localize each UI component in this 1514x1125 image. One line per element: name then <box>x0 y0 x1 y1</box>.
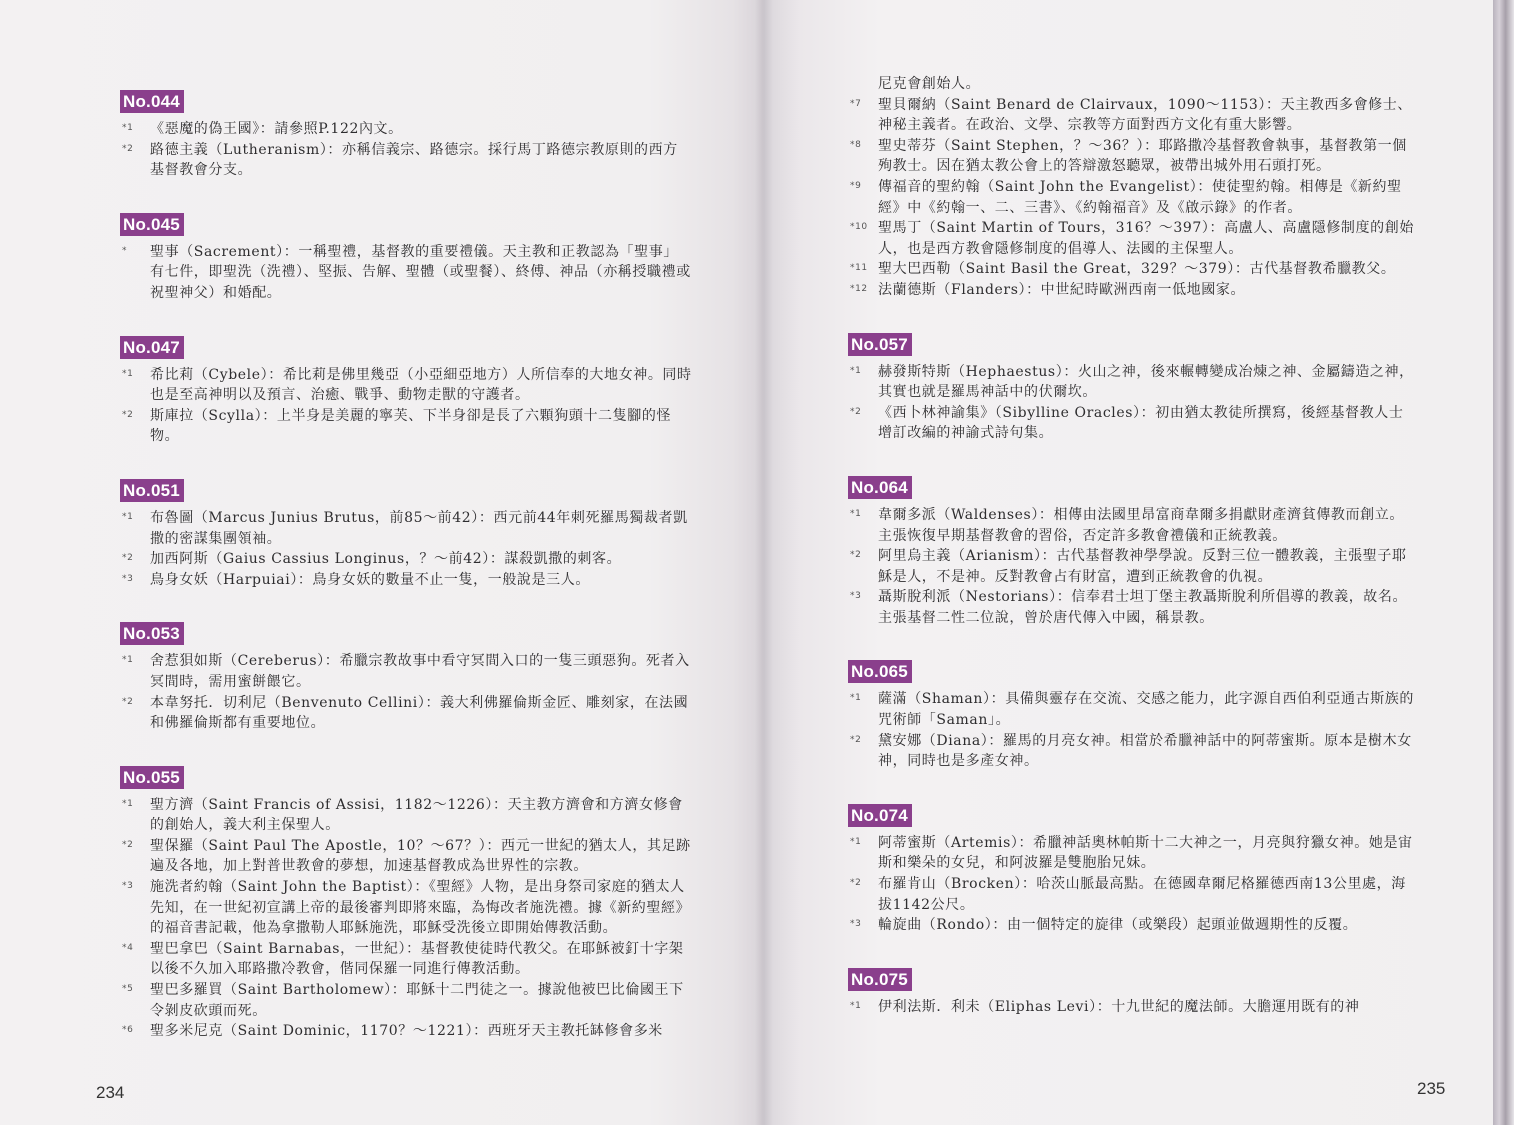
note-text: 尼克會創始人。 <box>878 76 981 92</box>
note-text: 黛安娜（Diana）：羅馬的月亮女神。相當於希臘神話中的阿蒂蜜斯。原本是樹木女神，同時也是多產女神。 <box>878 732 1412 770</box>
footnote-marker: *1 <box>850 1000 862 1011</box>
note-text: 阿里烏主義（Arianism）：古代基督教神學學說。反對三位一體教義，主張聖子耶穌是人，不是神。反對教會占有財富，遭到正統教會的仇視。 <box>878 548 1407 585</box>
section-number-badge: No.044 <box>120 90 184 113</box>
note-entry <box>848 874 1418 915</box>
footnote-marker: *2 <box>122 696 134 707</box>
note-text: 聖事（Sacrement）：一稱聖禮，基督教的重要禮儀。天主教和正教認為「聖事」有七件，即聖洗（洗禮）、堅振、告解、聖體（或聖餐）、終傅、神品（亦稱授職禮或祝聖神父）和婚配。 <box>150 243 691 301</box>
note-section <box>848 660 1418 771</box>
left-page-number: 234 <box>96 1083 125 1102</box>
note-entry <box>848 74 1418 95</box>
note-entry <box>120 1021 692 1042</box>
note-section <box>120 90 692 181</box>
note-entry <box>848 689 1418 730</box>
section-number-badge: No.074 <box>848 804 912 827</box>
note-text: 薩滿（Shaman）：具備與靈存在交流、交感之能力，此字源自西伯利亞通古斯族的咒術師「Saman」。 <box>878 691 1414 729</box>
note-entry <box>120 795 692 836</box>
note-entry <box>120 651 692 692</box>
book-gutter <box>755 0 773 1125</box>
note-entry <box>848 95 1418 136</box>
footnote-marker: *2 <box>850 878 862 889</box>
right-page-notes <box>848 74 1418 1049</box>
note-text: 聖保羅（Saint Paul The Apostle，10？～67？）：西元一世紀的猶太人，其足跡遍及各地，加上對普世教會的夢想，加速基督教成為世界性的宗教。 <box>150 837 691 875</box>
note-entry <box>120 980 692 1021</box>
right-page-number: 235 <box>1417 1079 1446 1098</box>
note-text: 韋爾多派（Waldenses）：相傳由法國里昂富商韋爾多捐獻財產濟貧傳教而創立。主張恢復早期基督教會的習俗，否定許多教會禮儀和正統教義。 <box>878 506 1404 544</box>
note-entry <box>848 915 1418 936</box>
footnote-marker: *3 <box>850 591 862 602</box>
note-text: 希比莉（Cybele）：希比莉是佛里幾亞（小亞細亞地方）人所信奉的大地女神。同時也是至高神明以及預言、治癒、戰爭、動物走獸的守護者。 <box>150 366 692 404</box>
footnote-marker: *4 <box>122 942 134 953</box>
note-section <box>120 479 692 590</box>
note-text: 布羅肯山（Brocken）：哈茨山脈最高點。在德國韋爾尼格羅德西南13公里處，海拔1142公尺。 <box>878 876 1406 913</box>
note-text: 赫發斯特斯（Hephaestus）：火山之神，後來輾轉變成冶煉之神、金屬鑄造之神，其實也就是羅馬神話中的伏爾坎。 <box>878 363 1414 401</box>
section-number-badge: No.075 <box>848 968 912 991</box>
note-text: 聖巴拿巴（Saint Barnabas，一世紀）：基督教使徒時代教父。在耶穌被釘十字架以後不久加入耶路撒冷教會，偕同保羅一同進行傳教活動。 <box>150 940 684 978</box>
note-text: 《惡魔的偽王國》：請參照P.122內文。 <box>150 121 403 137</box>
footnote-marker: *12 <box>850 283 868 294</box>
footnote-marker: *1 <box>122 368 134 379</box>
note-text: 加西阿斯（Gaius Cassius Longinus，？～前42）：謀殺凱撒的刺客。 <box>150 551 622 568</box>
note-entry <box>848 731 1418 772</box>
section-number-badge: No.051 <box>120 479 184 502</box>
section-number-badge: No.053 <box>120 622 184 645</box>
note-text: 聖多米尼克（Saint Dominic，1170？～1221）：西班牙天主教托缽修會多米 <box>150 1023 663 1040</box>
note-entry <box>848 546 1418 587</box>
note-entry <box>120 549 692 570</box>
note-entry <box>848 259 1418 280</box>
section-number-badge: No.065 <box>848 660 912 683</box>
footnote-marker: *5 <box>122 984 134 995</box>
footnote-marker: *11 <box>850 263 868 274</box>
note-section <box>120 622 692 733</box>
note-text: 法蘭德斯（Flanders）：中世紀時歐洲西南一低地國家。 <box>878 281 1246 298</box>
note-entry <box>120 140 692 181</box>
note-entry <box>120 508 692 549</box>
footnote-marker: *8 <box>850 139 862 150</box>
note-section <box>848 333 1418 444</box>
note-text: 鳥身女妖（Harpuiai）：鳥身女妖的數量不止一隻，一般說是三人。 <box>150 571 590 588</box>
note-text: 聖史蒂芬（Saint Stephen，？～36？）：耶路撒冷基督教會執事，基督教第一個殉教士。因在猶太教公會上的答辯激怒聽眾，被帶出城外用石頭打死。 <box>878 137 1407 175</box>
note-section <box>848 74 1418 301</box>
footnote-marker: *2 <box>122 409 134 420</box>
note-text: 聖大巴西勒（Saint Basil the Great，329？～379）：古代基督教希臘教父。 <box>878 261 1396 278</box>
section-number-badge: No.055 <box>120 766 184 789</box>
footnote-marker: *6 <box>122 1025 134 1036</box>
note-section <box>848 476 1418 629</box>
note-text: 聖巴多羅買（Saint Bartholomew）：耶穌十二門徒之一。據說他被巴比倫國王下令剝皮砍頭而死。 <box>150 982 684 1019</box>
section-number-badge: No.064 <box>848 476 912 499</box>
note-entry <box>848 362 1418 403</box>
note-entry <box>848 136 1418 177</box>
note-text: 聶斯脫利派（Nestorians）：信奉君士坦丁堡主教聶斯脫利所倡導的教義，故名。主張基督二性二位說，曾於唐代傳入中國，稱景教。 <box>878 589 1408 626</box>
note-entry <box>848 505 1418 546</box>
footnote-marker: *1 <box>850 836 862 847</box>
footnote-marker: * <box>122 245 128 256</box>
note-entry <box>120 939 692 980</box>
note-section <box>120 336 692 447</box>
footnote-marker: *1 <box>122 511 134 522</box>
note-entry <box>120 693 692 734</box>
footnote-marker: *3 <box>122 881 134 892</box>
note-text: 阿蒂蜜斯（Artemis）：希臘神話奧林帕斯十二大神之一，月亮與狩獵女神。她是宙斯和樂朵的女兒，和阿波羅是雙胞胎兄妹。 <box>878 834 1413 872</box>
note-entry <box>848 997 1418 1018</box>
note-section <box>120 213 692 304</box>
footnote-marker: *7 <box>850 98 862 109</box>
footnote-marker: *2 <box>850 550 862 561</box>
note-entry <box>848 218 1418 259</box>
footnote-marker: *1 <box>122 655 134 666</box>
section-number-badge: No.045 <box>120 213 184 236</box>
section-number-badge: No.057 <box>848 333 912 356</box>
footnote-marker: *2 <box>122 143 134 154</box>
note-entry <box>120 406 692 447</box>
note-text: 《西卜林神諭集》（Sibylline Oracles）：初由猶太教徒所撰寫，後經基督教人士增訂改編的神諭式詩句集。 <box>878 404 1404 442</box>
footnote-marker: *10 <box>850 222 868 233</box>
note-text: 布魯圖（Marcus Junius Brutus，前85～前42）：西元前44年刺死羅馬獨裁者凱撒的密謀集團領袖。 <box>150 509 688 547</box>
section-number-badge: No.047 <box>120 336 184 359</box>
note-entry <box>120 836 692 877</box>
note-entry <box>848 280 1418 301</box>
note-text: 傳福音的聖約翰（Saint John the Evangelist）：使徒聖約翰。相傳是《新約聖經》中《約翰一、二、三書》、《約翰福音》及《啟示錄》的作者。 <box>878 178 1402 216</box>
note-entry <box>120 119 692 140</box>
note-entry <box>120 570 692 591</box>
left-page-notes <box>120 90 692 1074</box>
note-text: 聖貝爾納（Saint Benard de Clairvaux，1090～1153）：天主教西多會修士、神秘主義者。在政治、文學、宗教等方面對西方文化有重大影響。 <box>878 96 1412 134</box>
note-text: 舍惹狽如斯（Cereberus）：希臘宗教故事中看守冥間入口的一隻三頭惡狗。死者入冥間時，需用蜜餅餵它。 <box>150 653 690 690</box>
footnote-marker: *1 <box>122 123 134 133</box>
footnote-marker: *3 <box>122 573 134 584</box>
note-text: 伊利法斯．利未（Eliphas Levi）：十九世紀的魔法師。大膽運用既有的神 <box>878 998 1360 1015</box>
note-text: 斯庫拉（Scylla）：上半身是美麗的寧芙、下半身卻是長了六顆狗頭十二隻腳的怪物。 <box>150 407 672 445</box>
note-entry <box>848 833 1418 874</box>
note-text: 本韋努托．切利尼（Benvenuto Cellini）：義大利佛羅倫斯金匠、雕刻家，在法國和佛羅倫斯都有重要地位。 <box>150 694 689 732</box>
note-entry <box>120 365 692 406</box>
note-entry <box>120 877 692 939</box>
footnote-marker: *2 <box>122 553 134 564</box>
footnote-marker: *1 <box>122 798 134 809</box>
footnote-marker: *2 <box>850 734 862 745</box>
footnote-marker: *9 <box>850 180 862 191</box>
note-text: 聖馬丁（Saint Martin of Tours，316？～397）：高盧人、高盧隱修制度的創始人，也是西方教會隱修制度的倡導人、法國的主保聖人。 <box>878 220 1414 257</box>
note-text: 路德主義（Lutheranism）：亦稱信義宗、路德宗。採行馬丁路德宗教原則的西方基督教會分支。 <box>150 141 678 179</box>
footnote-marker: *1 <box>850 693 862 704</box>
note-entry <box>848 403 1418 444</box>
note-section <box>120 766 692 1042</box>
note-section <box>848 968 1418 1018</box>
note-entry <box>848 177 1418 218</box>
footnote-marker: *2 <box>122 839 134 850</box>
note-entry <box>120 242 692 304</box>
footnote-marker: *2 <box>850 406 862 417</box>
footnote-marker: *1 <box>850 365 862 376</box>
footnote-marker: *3 <box>850 919 862 930</box>
note-text: 聖方濟（Saint Francis of Assisi，1182～1226）：天主教方濟會和方濟女修會的創始人，義大利主保聖人。 <box>150 796 683 834</box>
footnote-marker: *1 <box>850 508 862 519</box>
note-text: 輪旋曲（Rondo）：由一個特定的旋律（或樂段）起頭並做週期性的反覆。 <box>878 917 1358 934</box>
note-entry <box>848 587 1418 628</box>
note-section <box>848 804 1418 936</box>
note-text: 施洗者約翰（Saint John the Baptist）：《聖經》人物，是出身祭司家庭的猶太人先知，在一世紀初宣講上帝的最後審判即將來臨，為悔改者施洗禮。據《新約聖經》的福音書記載，他為拿撒勒人耶穌施洗，耶穌受洗後立即開始傳教活動。 <box>150 879 691 937</box>
page-edge <box>1493 0 1514 1125</box>
